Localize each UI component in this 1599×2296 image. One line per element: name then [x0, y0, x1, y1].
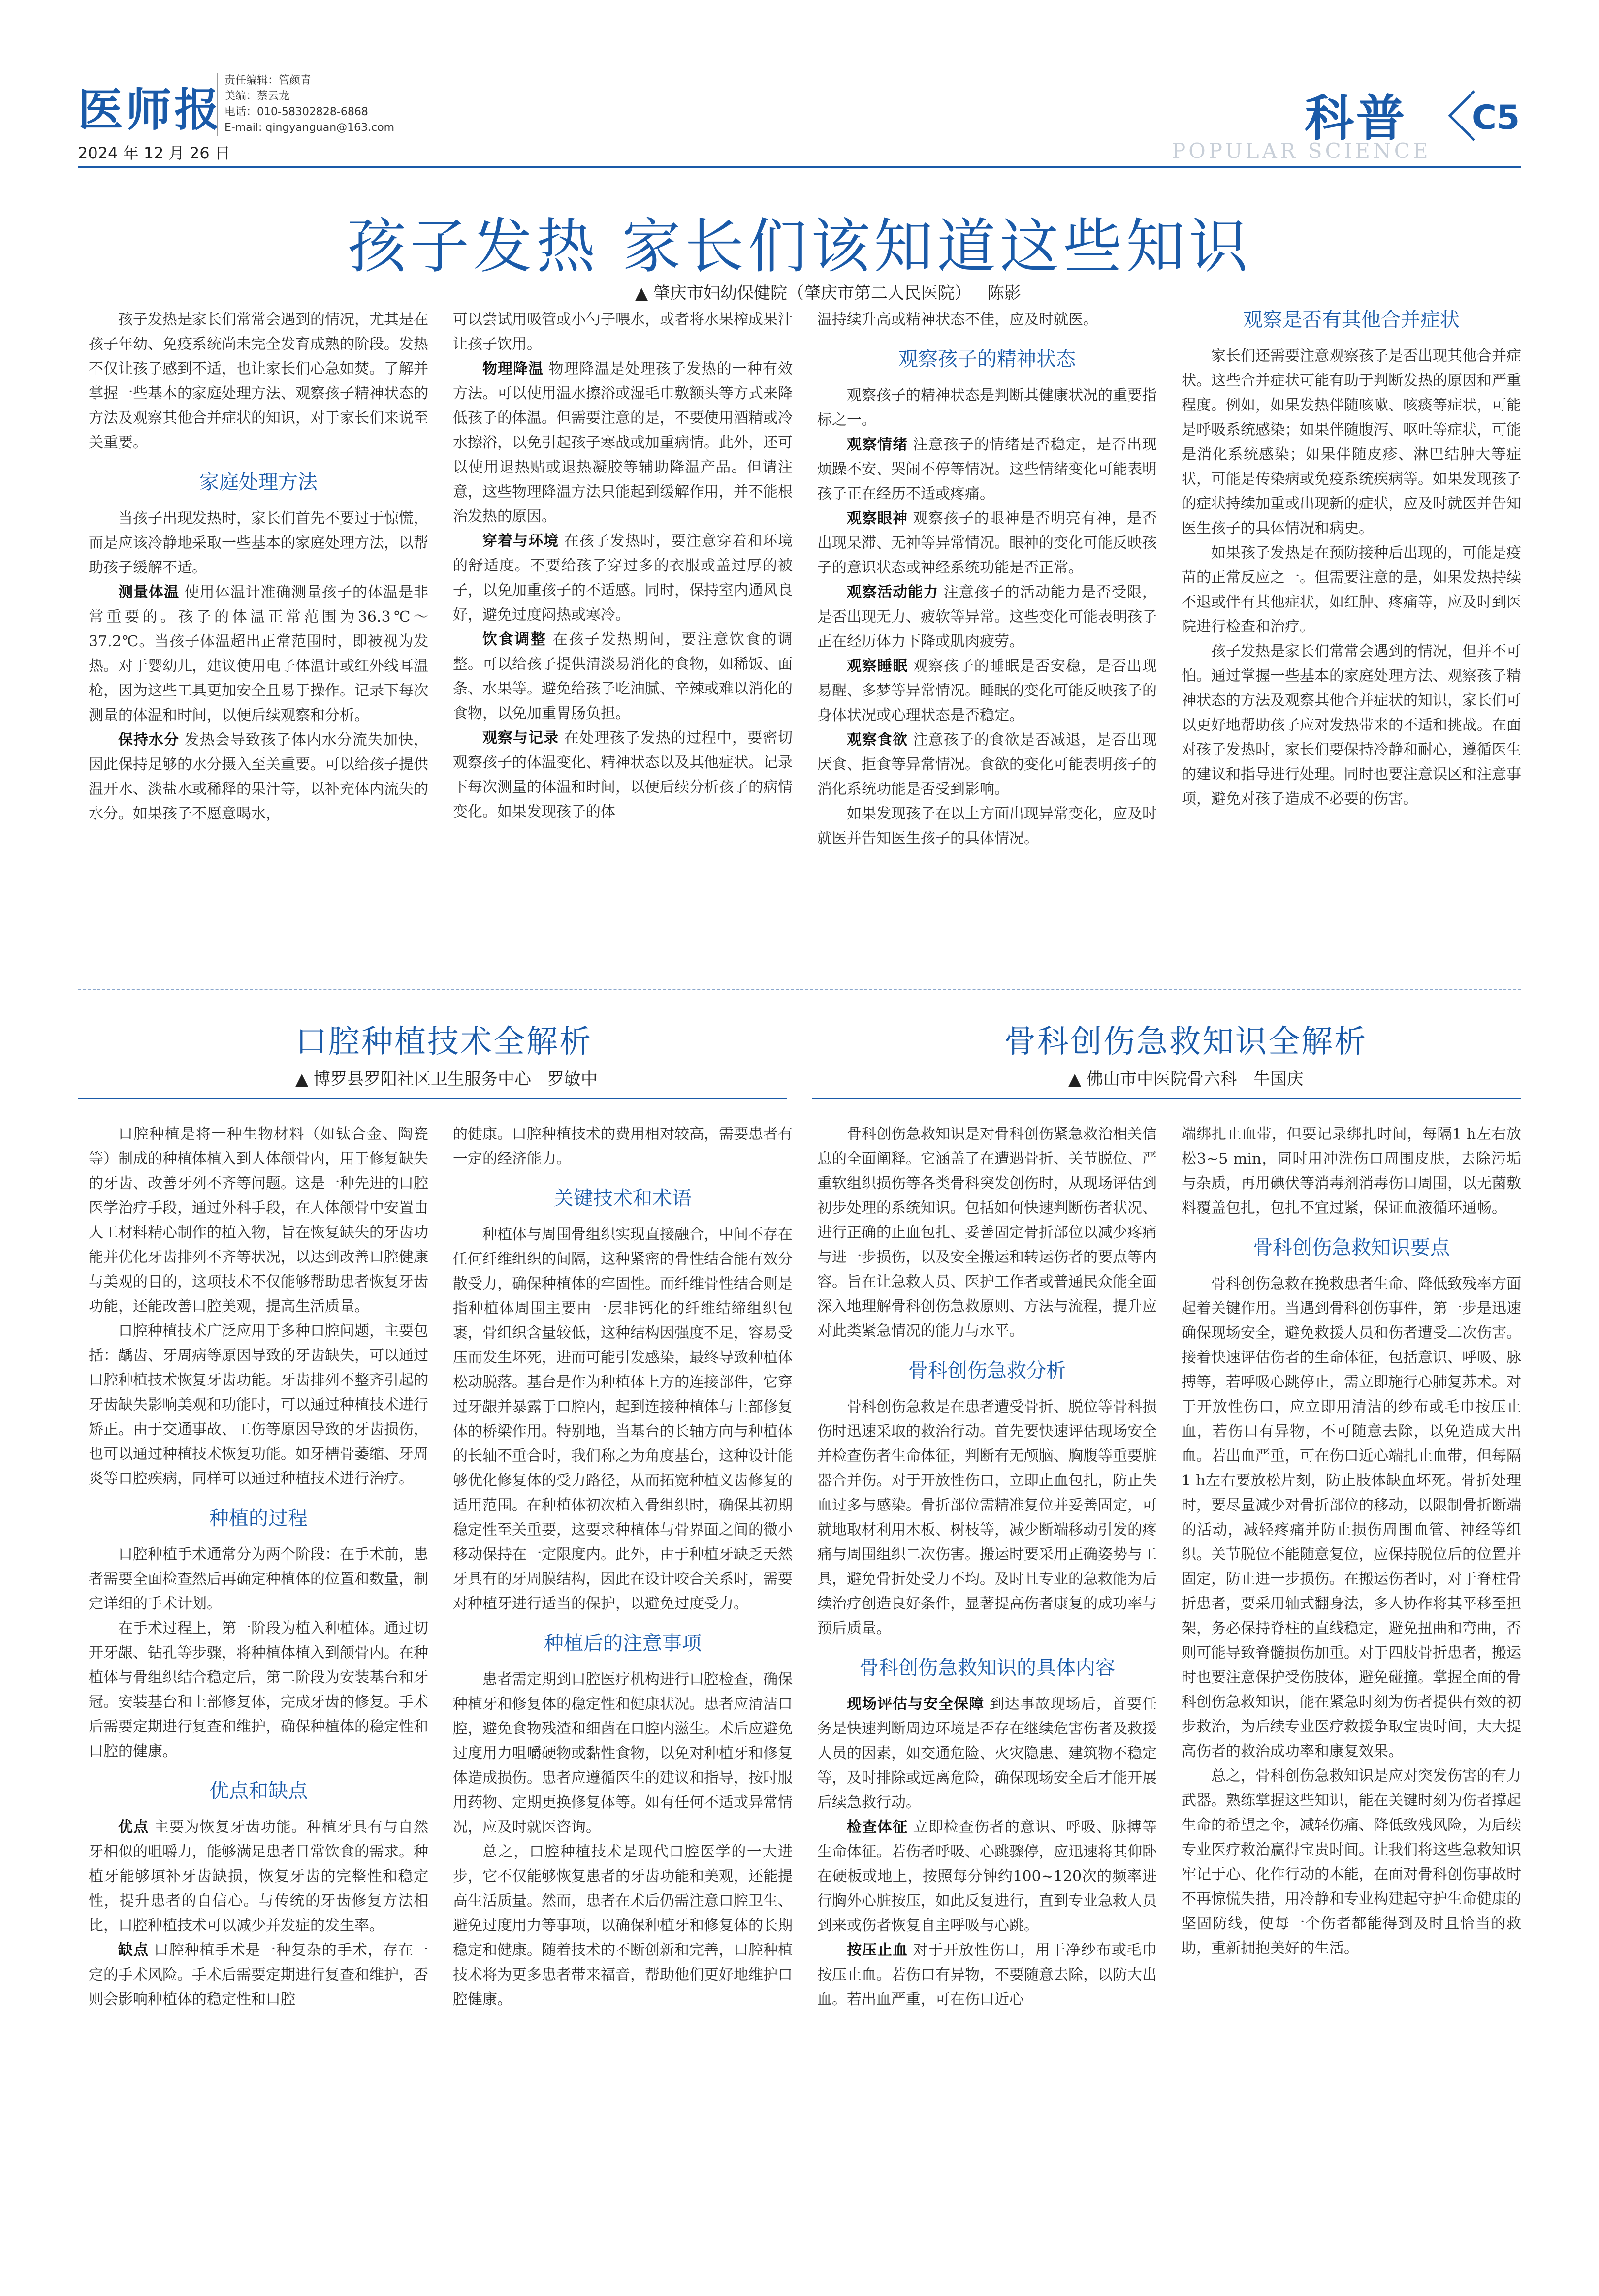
- article1-column-4: [1182, 308, 1521, 812]
- paragraph: 孩子发热是家长们常常会遇到的情况，但并不可怕。通过掌握一些基本的家庭处理方法、观察孩子精神状态的方法及观察其他合并症状的知识，家长们可以更好地帮助孩子应对发热带来的不适和挑战。在面对孩子发热时，家长们要保持冷静和耐心，遵循医生的建议和指导进行处理。同时也要注意误区和注意事项，避免对孩子造成不必要的伤害。: [1182, 643, 1521, 808]
- article1-column-1: [89, 308, 428, 826]
- paragraph: 可以尝试用吸管或小勺子喂水，或者将水果榨成果汁让孩子饮用。: [453, 311, 793, 353]
- paragraph: 种植体与周围骨组织实现直接融合，中间不存在任何纤维组织的间隔，这种紧密的骨性结合能有效分散受力，确保种植体的牢固性。而纤维骨性结合则是指种植体周围主要由一层非钙化的纤维结缔组织包裹，骨组织含量较低，这种结构因强度不足，容易受压而发生坏死，进而可能引发感染，最终导致种植体松动脱落。基台是作为种植体上方的连接部件，它穿过牙龈并暴露于口腔内，起到连接种植体与上部修复体的桥梁作用。特别地，当基台的长轴方向与种植体的长轴不重合时，我们称之为角度基台，这种设计能够优化修复体的受力路径，从而拓宽种植义齿修复的适用范围。在种植体初次植入骨组织时，确保其初期稳定性至关重要，这要求种植体与骨界面之间的微小移动保持在一定限度内。此外，由于种植牙缺乏天然牙具有的牙周膜结构，因此在设计咬合关系时，需要对种植牙进行适当的保护，以避免过度受力。: [453, 1226, 793, 1612]
- keyword: 观察睡眠: [847, 658, 908, 675]
- keyword: 物理降温: [482, 360, 544, 377]
- email-line: E-mail: qingyanguan@163.com: [224, 122, 395, 134]
- paragraph: [817, 1938, 1157, 2012]
- article1-title: 孩子发热 家长们该知道这些知识: [347, 213, 1252, 281]
- article2-rule: [78, 1098, 787, 1099]
- section-heading: 骨科创伤急救知识的具体内容: [859, 1657, 1115, 1679]
- byline-org: ▲ 肇庆市妇幼保健院（肇庆市第二人民医院）: [635, 283, 971, 303]
- paragraph-text: 到达事故现场后，首要任务是快速判断周边环境是否存在继续危害伤者及救援人员的因素，如交通危险、火灾隐患、建筑物不稳定等，及时排除或远离危险，确保现场安全后才能开展后续急救行动。: [817, 1696, 1157, 1811]
- paragraph: 患者需定期到口腔医疗机构进行口腔检查，确保种植牙和修复体的稳定性和健康状况。患者应清洁口腔，避免食物残渣和细菌在口腔内滋生。术后应避免过度用力咀嚼硬物或黏性食物，以免对种植牙和修复体造成损伤。患者应遵循医生的建议和指导，按时服用药物、定期更换修复体等。如有任何不适或异常情况，应及时就医咨询。: [453, 1671, 793, 1836]
- paragraph: 骨科创伤急救是在患者遭受骨折、脱位等骨科损伤时迅速采取的救治行动。首先要快速评估现场安全并检查伤者生命体征，判断有无颅脑、胸腹等重要脏器合并伤。对于开放性伤口，立即止血包扎，防止失血过多与感染。骨折部位需精准复位并妥善固定，可就地取材利用木板、树枝等，减少断端移动引发的疼痛与周围组织二次伤害。搬运时要采用正确姿势与工具，避免骨折处受力不均。及时且专业的急救能为后续治疗创造良好条件，显著提高伤者康复的成功率与预后质量。: [817, 1398, 1157, 1637]
- paragraph-text: 物理降温是处理孩子发热的一种有效方法。可以使用温水擦浴或湿毛巾敷额头等方式来降低孩子的体温。但需要注意的是，不要使用酒精或冷水擦浴，以免引起孩子寒战或加重病情。此外，还可以使用退热贴或退热凝胶等辅助降温产品。但请注意，这些物理降温方法只能起到缓解作用，并不能根治发热的原因。: [453, 360, 793, 525]
- keyword: 测量体温: [118, 584, 180, 601]
- article1-byline: [635, 280, 1021, 304]
- paragraph: 如果孩子发热是在预防接种后出现的，可能是疫苗的正常反应之一。但需要注意的是，如果发热持续不退或伴有其他症状，如红肿、疼痛等，应及时到医院进行检查和治疗。: [1182, 544, 1521, 635]
- paragraph: [817, 433, 1157, 506]
- byline-author: 罗敏中: [547, 1069, 598, 1089]
- section-heading: 种植的过程: [209, 1507, 308, 1530]
- paragraph-text: 使用体温计准确测量孩子的体温是非常重要的。孩子的体温正常范围为36.3℃～37.2℃。当孩子体温超出正常范围时，即被视为发热。对于婴幼儿，建议使用电子体温计或红外线耳温枪，因为这些工具更加安全且易于操作。记录下每次测量的体温和时间，以便后续观察和分析。: [89, 584, 428, 724]
- paragraph: 骨科创伤急救在挽救患者生命、降低致残率方面起着关键作用。当遇到骨科创伤事件，第一步是迅速确保现场安全，避免救援人员和伤者遭受二次伤害。接着快速评估伤者的生命体征，包括意识、呼吸、脉搏等，若呼吸心跳停止，需立即施行心肺复苏术。对于开放性伤口，应立即用清洁的纱布或毛巾按压止血，若伤口有异物，不可随意去除，以免造成大出血。若出血严重，可在伤口近心端扎止血带，但每隔1 h左右要放松片刻，防止肢体缺血坏死。骨折处理时，要尽量减少对骨折部位的移动，以限制骨折断端的活动，减轻疼痛并防止损伤周围血管、神经等组织。关节脱位不能随意复位，应保持脱位后的位置并固定，防止进一步损伤。在搬运伤者时，对于脊柱骨折患者，要采用轴式翻身法，多人协作将其平移至担架，务必保持脊柱的直线稳定，避免扭曲和弯曲，否则可能导致脊髓损伤加重。对于四肢骨折患者，搬运时也要注意保护受伤肢体，避免碰撞。掌握全面的骨科创伤急救知识，能在紧急时刻为伤者提供有效的初步救治，为后续专业医疗救援争取宝贵时间，大大提高伤者的救治成功率和康复效果。: [1182, 1275, 1521, 1760]
- masthead-rule: [78, 166, 1521, 168]
- paragraph-text: 在处理孩子发热的过程中，要密切观察孩子的体温变化、精神状态以及其他症状。记录下每次测量的体温和时间，以便后续分析孩子的病情变化。如果发现孩子的体: [453, 729, 793, 820]
- newspaper-logo: 医师报: [78, 84, 223, 136]
- paragraph: 当孩子出现发热时，家长们首先不要过于惊慌，而是应该冷静地采取一些基本的家庭处理方法，以帮助孩子缓解不适。: [89, 510, 428, 576]
- paragraph: [89, 1815, 428, 1938]
- paragraph-text: 观察孩子的睡眠是否安稳，是否出现易醒、多梦等异常情况。睡眠的变化可能反映孩子的身体状况或心理状态是否稳定。: [817, 658, 1157, 724]
- keyword: 观察与记录: [482, 729, 559, 747]
- paragraph: 端绑扎止血带，但要记录绑扎时间，每隔1 h左右放松3~5 min，同时用冲洗伤口周围皮肤，去除污垢与杂质，再用碘伏等消毒剂消毒伤口周围，以无菌敷料覆盖包扎，包扎不宜过紧，保证血液循环通畅。: [1182, 1126, 1521, 1217]
- article2-byline: [295, 1066, 598, 1090]
- article2-column-2: [453, 1122, 793, 2012]
- section-heading: 优点和缺点: [209, 1780, 308, 1802]
- paragraph-text: 发热会导致孩子体内水分流失加快，因此保持足够的水分摄入至关重要。可以给孩子提供温开水、淡盐水或稀释的果汁等，以补充体内流失的水分。如果孩子不愿意喝水，: [89, 731, 428, 822]
- section-heading: 观察是否有其他合并症状: [1243, 309, 1460, 331]
- paragraph-text: 观察孩子的眼神是否明亮有神，是否出现呆滞、无神等异常情况。眼神的变化可能反映孩子的意识状态或神经系统功能是否正常。: [817, 510, 1157, 576]
- paragraph: [89, 728, 428, 826]
- paragraph: [453, 529, 793, 628]
- paragraph-text: 注意孩子的食欲是否减退，是否出现厌食、拒食等异常情况。食欲的变化可能表明孩子的消化系统功能是否受到影响。: [817, 731, 1157, 798]
- paragraph-text: 立即检查伤者的意识、呼吸、脉搏等生命体征。若伤者呼吸、心跳骤停，应迅速将其仰卧在硬板或地上，按照每分钟约100~120次的频率进行胸外心脏按压，如此反复进行，直到专业急救人员到来或伤者恢复自主呼吸与心跳。: [817, 1819, 1157, 1934]
- paragraph: 在手术过程上，第一阶段为植入种植体。通过切开牙龈、钻孔等步骤，将种植体植入到颌骨内。在种植体与骨组织结合稳定后，第二阶段为安装基台和牙冠。安装基台和上部修复体，完成牙齿的修复。手术后需要定期进行复查和维护，确保种植体的稳定性和口腔的健康。: [89, 1620, 428, 1760]
- paragraph-text: 主要为恢复牙齿功能。种植牙具有与自然牙相似的咀嚼力，能够满足患者日常饮食的需求。种植牙能够填补牙齿缺损，恢复牙齿的完整性和稳定性，提升患者的自信心。与传统的牙齿修复方法相比，口腔种植技术可以减少并发症的发生率。: [89, 1819, 428, 1934]
- keyword: 穿着与环境: [482, 533, 559, 550]
- article3-title: 骨科创伤急救知识全解析: [1004, 1024, 1367, 1060]
- paragraph: [817, 728, 1157, 802]
- paragraph: [817, 580, 1157, 654]
- keyword: 按压止血: [847, 1942, 908, 1959]
- section-heading: 观察孩子的精神状态: [898, 348, 1076, 371]
- paragraph-text: 口腔种植手术是一种复杂的手术，存在一定的手术风险。手术后需要定期进行复查和维护，否则会影响种植体的稳定性和口腔: [89, 1942, 428, 2008]
- paragraph: [89, 1938, 428, 2012]
- phone-line: 电话：010-58302828-6868: [224, 106, 368, 118]
- keyword: 优点: [118, 1819, 149, 1836]
- paragraph: [817, 1815, 1157, 1938]
- paragraph: [453, 357, 793, 529]
- paragraph-text: 在孩子发热期间，要注意饮食的调整。可以给孩子提供清淡易消化的食物，如稀饭、面条、水果等。避免给孩子吃油腻、辛辣或难以消化的食物，以免加重胃肠负担。: [453, 631, 793, 722]
- paragraph-text: 注意孩子的情绪是否稳定，是否出现烦躁不安、哭闹不停等情况。这些情绪变化可能表明孩子正在经历不适或疼痛。: [817, 436, 1157, 503]
- byline-org: ▲ 博罗县罗阳社区卫生服务中心: [295, 1069, 531, 1089]
- paragraph: [817, 654, 1157, 728]
- article3-rule: [812, 1098, 1521, 1099]
- byline-org: ▲ 佛山市中医院骨六科: [1068, 1069, 1237, 1089]
- section-heading: 家庭处理方法: [199, 471, 318, 494]
- keyword: 观察眼神: [847, 510, 908, 527]
- editor-info: [217, 73, 394, 136]
- paragraph: [817, 1692, 1157, 1815]
- paragraph: 口腔种植是将一种生物材料（如钛合金、陶瓷等）制成的种植体植入到人体颌骨内，用于修复缺失的牙齿、改善牙列不齐等问题。这是一种先进的口腔医学治疗手段，通过外科手段，在人体颌骨中安置由人工材料精心制作的植入物，旨在恢复缺失的牙齿功能并优化牙齿排列不齐等状况，以达到改善口腔健康与美观的目的，这项技术不仅能够帮助患者恢复牙齿功能，还能改善口腔美观，提高生活质量。: [89, 1126, 428, 1315]
- keyword: 观察情绪: [847, 436, 908, 453]
- section-name: 科普: [1305, 90, 1407, 147]
- section-heading: 种植后的注意事项: [544, 1632, 702, 1655]
- keyword: 观察食欲: [847, 731, 908, 749]
- article3-column-2: [1182, 1122, 1521, 1961]
- keyword: 饮食调整: [482, 631, 547, 648]
- keyword: 观察活动能力: [847, 584, 939, 601]
- keyword: 检查体征: [847, 1819, 908, 1836]
- article2-column-1: [89, 1122, 428, 2012]
- paragraph-text: 注意孩子的活动能力是否受限，是否出现无力、疲软等异常。这些变化可能表明孩子正在经历体力下降或肌肉疲劳。: [817, 584, 1157, 650]
- paragraph: 如果发现孩子在以上方面出现异常变化，应及时就医并告知医生孩子的具体情况。: [817, 805, 1157, 847]
- paragraph: 骨科创伤急救知识是对骨科创伤紧急救治相关信息的全面阐释。它涵盖了在遭遇骨折、关节脱位、严重软组织损伤等各类骨科突发创伤时，从现场评估到初步处理的系统知识。包括如何快速判断伤者状况、进行正确的止血包扎、妥善固定骨折部位以减少疼痛与进一步损伤，以及安全搬运和转运伤者的要点等内容。旨在让急救人员、医护工作者或普通民众能全面深入地理解骨科创伤急救原则、方法与流程，提升应对此类紧急情况的能力与水平。: [817, 1126, 1157, 1340]
- byline-author: 陈影: [987, 283, 1021, 303]
- section-english: POPULAR SCIENCE: [1172, 139, 1431, 163]
- paragraph: [817, 506, 1157, 580]
- article1-column-3: [817, 308, 1157, 851]
- publication-date: 2024 年 12 月 26 日: [78, 144, 230, 162]
- paragraph-text: 对于开放性伤口，用干净纱布或毛巾按压止血。若伤口有异物，不要随意去除，以防大出血。若出血严重，可在伤口近心: [817, 1942, 1157, 2008]
- paragraph: 的健康。口腔种植技术的费用相对较高，需要患者有一定的经济能力。: [453, 1126, 793, 1167]
- section-heading: 骨科创伤急救分析: [908, 1359, 1066, 1382]
- paragraph: 总之，口腔种植技术是现代口腔医学的一大进步，它不仅能够恢复患者的牙齿功能和美观，还能提高生活质量。然而，患者在术后仍需注意口腔卫生、避免过度用力等事项，以确保种植牙和修复体的长期稳定和健康。随着技术的不断创新和完善，口腔种植技术将为更多患者带来福音，帮助他们更好地维护口腔健康。: [453, 1843, 793, 2008]
- section-divider: [78, 989, 1521, 990]
- byline-author: 牛国庆: [1253, 1069, 1304, 1089]
- paragraph-text: 在孩子发热时，要注意穿着和环境的舒适度。不要给孩子穿过多的衣服或盖过厚的被子，以免加重孩子的不适感。同时，保持室内通风良好，避免过度闷热或寒冷。: [453, 533, 793, 624]
- keyword: 保持水分: [118, 731, 180, 749]
- section-heading: 关键技术和术语: [554, 1187, 692, 1210]
- paragraph: 孩子发热是家长们常常会遇到的情况，尤其是在孩子年幼、免疫系统尚未完全发育成熟的阶段。发热不仅让孩子感到不适，也让家长们心急如焚。了解并掌握一些基本的家庭处理方法、观察孩子精神状态的方法及观察其他合并症状的知识，对于家长们来说至关重要。: [89, 311, 428, 451]
- article2-title: 口腔种植技术全解析: [295, 1024, 592, 1060]
- article1-column-2: [453, 308, 793, 824]
- paragraph: 家长们还需要注意观察孩子是否出现其他合并症状。这些合并症状可能有助于判断发热的原因和严重程度。例如，如果发热伴随咳嗽、咳痰等症状，可能是呼吸系统感染；如果伴随腹泻、呕吐等症状，可能是消化系统感染；如果伴随皮疹、淋巴结肿大等症状，可能是传染病或免疫系统疾病等。如果发现孩子的症状持续加重或出现新的症状，应及时就医并告知医生孩子的具体情况和病史。: [1182, 347, 1521, 537]
- editor-line: 责任编辑：管颜青: [224, 74, 312, 87]
- section-heading: 骨科创伤急救知识要点: [1253, 1236, 1450, 1259]
- paragraph: 总之，骨科创伤急救知识是应对突发伤害的有力武器。熟练掌握这些知识，能在关键时刻为伤者撑起生命的希望之伞，减轻伤痛、降低致残风险，为后续专业医疗救治赢得宝贵时间。让我们将这些急救知识牢记于心、化作行动的本能，在面对骨科创伤事故时不再惊慌失措，用冷静和专业构建起守护生命健康的坚固防线，使每一个伤者都能得到及时且恰当的救助，重新拥抱美好的生活。: [1182, 1767, 1521, 1957]
- keyword: 现场评估与安全保障: [847, 1696, 985, 1713]
- article3-byline: [1068, 1066, 1304, 1090]
- paragraph: 口腔种植技术广泛应用于多种口腔问题，主要包括：龋齿、牙周病等原因导致的牙齿缺失，可以通过口腔种植技术恢复牙齿功能。牙齿排列不整齐引起的牙齿缺失影响美观和功能时，可以通过种植技术进行矫正。由于交通事故、工伤等原因导致的牙齿损伤，也可以通过种植技术恢复功能。如牙槽骨萎缩、牙周炎等口腔疾病，同样可以通过种植技术进行治疗。: [89, 1322, 428, 1487]
- article3-column-1: [817, 1122, 1157, 2012]
- paragraph: 口腔种植手术通常分为两个阶段：在手术前，患者需要全面检查然后再确定种植体的位置和数量，制定详细的手术计划。: [89, 1546, 428, 1612]
- paragraph: 温持续升高或精神状态不佳，应及时就医。: [817, 311, 1098, 328]
- page-number: C5: [1472, 98, 1520, 137]
- paragraph: [89, 580, 428, 728]
- paragraph: [453, 628, 793, 726]
- art-editor-line: 美编：蔡云龙: [224, 90, 290, 102]
- paragraph: 观察孩子的精神状态是判断其健康状况的重要指标之一。: [817, 387, 1157, 429]
- keyword: 缺点: [118, 1942, 149, 1959]
- paragraph: [453, 726, 793, 824]
